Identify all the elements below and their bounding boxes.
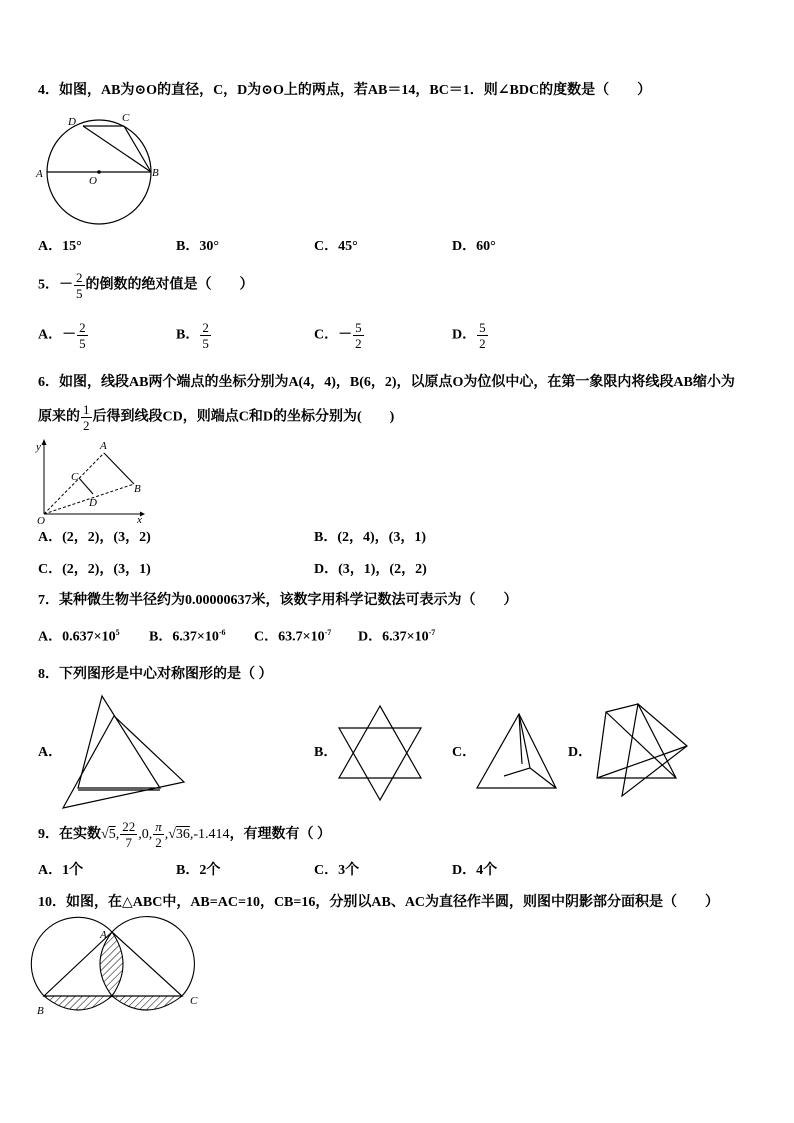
q8-figure-a [60,692,188,810]
q9-option-a[interactable]: A．1个 [38,863,84,878]
q10-stem: 10．如图，在△ABC中，AB=AC=10，CB=16，分别以AB、AC为直径作半圆，则图中阴影部分面积是（ ） [38,895,720,910]
q4-label-B: B [152,167,159,179]
q6-stem-line2: 原来的 $\frac{1}{2}$ 后得到线段CD，则端点C和D的坐标分别为( ) [38,402,395,433]
q9-frac-pi-2: $\frac{\pi}{2}$ [155,819,162,851]
q9-sqrt36: √36 [168,827,190,842]
q5-option-c[interactable]: C．－ $\frac{5}{2}$ [314,320,362,351]
q9-option-c[interactable]: C．3个 [314,863,360,878]
q7-option-c[interactable]: C．$63.7\times 10^{-7}$ [254,628,332,645]
q9-option-d[interactable]: D．4个 [452,863,498,878]
q8-figure-c [474,710,560,792]
q7-option-a[interactable]: A．$0.637\times 10^5$ [38,628,120,645]
q6-option-c[interactable]: C．(2，2)，(3，1) [38,562,151,577]
q4-option-b[interactable]: B．30° [176,239,219,254]
q9-stem: 9．在实数√5, $\frac{22}{7}$ ,0, $\frac{\pi}{2}$ ,√36,-1.414，有理数有（ ） [38,819,332,851]
q6-option-a[interactable]: A．(2，2)，(3，2) [38,530,151,545]
q6-label-B: B [134,483,141,495]
q8-option-d[interactable]: D． [568,745,593,760]
q7-stem: 7．某种微生物半径约为0.00000637米，该数字用科学记数法可表示为（ ） [38,593,518,608]
q8-figure-b [336,704,426,802]
q4-option-d[interactable]: D．60° [452,239,496,254]
q6-fraction: $\frac{1}{2}$ [83,402,90,433]
q6-coordinate-figure [36,436,148,526]
q5-fraction: $\frac{2}{5}$ [76,270,83,301]
q8-option-a[interactable]: A． [38,745,63,760]
q9-option-b[interactable]: B．2个 [176,863,221,878]
q7-option-b[interactable]: B．$6.37\times 10^{-6}$ [149,628,226,645]
q8-figure-d [592,700,692,800]
q6-option-b[interactable]: B．(2，4)，(3，1) [314,530,426,545]
q8-option-c[interactable]: C． [452,745,477,760]
q6-stem-line1: 6．如图，线段AB两个端点的坐标分别为A(4，4)，B(6，2)，以原点O为位似中心，在第一象限内将线段AB缩小为 [38,375,735,390]
q7-option-d[interactable]: D．$6.37\times 10^{-7}$ [358,628,436,645]
q4-stem: 4．如图，AB为⊙O的直径，C，D为⊙O上的两点，若AB＝14，BC＝1．则∠BDC的度数是（ ） [38,83,652,98]
q8-option-b[interactable]: B． [314,745,338,760]
q5-stem-prefix: 5．－ [38,277,73,293]
q9-frac-22-7: $\frac{22}{7}$ [122,819,136,851]
q6-label-x: x [137,514,142,526]
q4-option-c[interactable]: C．45° [314,239,358,254]
q4-option-a[interactable]: A．15° [38,239,82,254]
q6-label-O: O [37,515,45,527]
q4-label-C: C [122,112,130,124]
q4-label-D: D [68,116,76,128]
q5-stem-suffix: 的倒数的绝对值是（ ） [85,277,254,293]
q10-label-A: A [100,929,107,941]
q5-option-a[interactable]: A．－ $\frac{2}{5}$ [38,320,86,351]
q5-stem [38,270,254,301]
q6-label-D: D [89,497,97,509]
q6-label-y: y [36,441,41,453]
q4-label-A: A [36,168,43,180]
q6-label-A: A [100,440,107,452]
q6-label-C: C [71,471,79,483]
q4-circle-figure [36,108,166,226]
q8-stem: 8．下列图形是中心对称图形的是（ ） [38,667,273,682]
q4-label-O: O [89,175,97,187]
q10-label-C: C [190,995,198,1007]
q10-label-B: B [37,1005,44,1017]
q6-option-d[interactable]: D．(3，1)，(2，2) [314,562,427,577]
q10-triangle-figure [34,924,210,1020]
q5-option-d[interactable]: D． $\frac{5}{2}$ [452,320,486,351]
q5-option-b[interactable]: B． $\frac{2}{5}$ [176,320,209,351]
q9-sqrt5: √5 [101,827,116,842]
